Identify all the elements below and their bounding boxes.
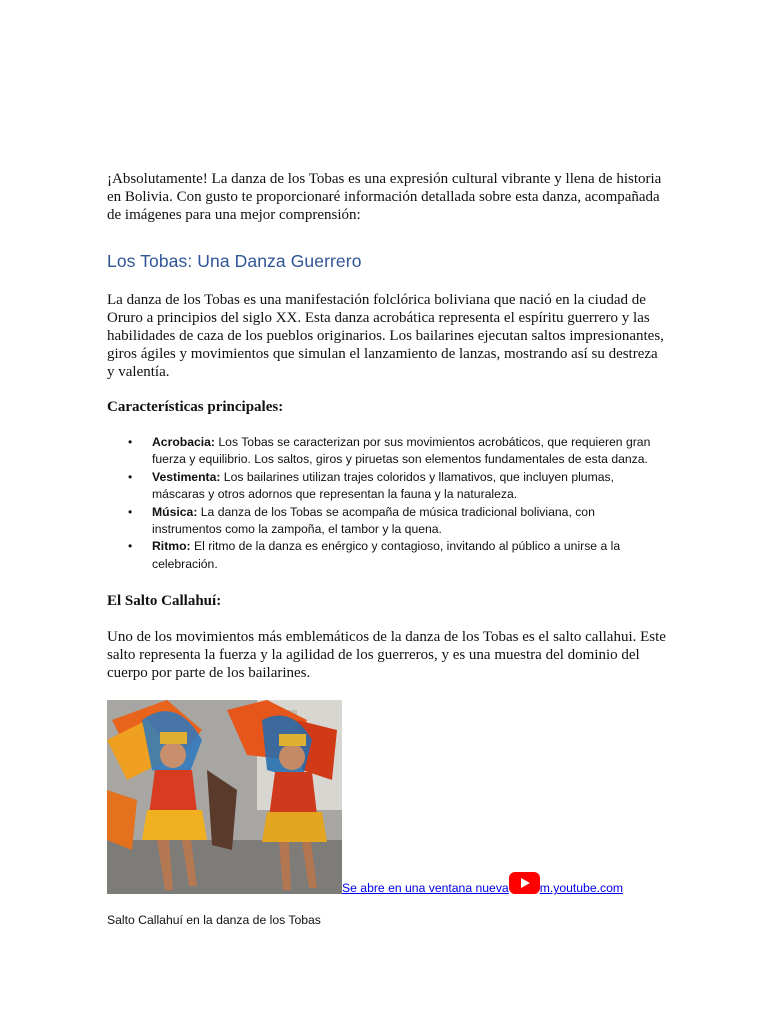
- youtube-icon[interactable]: [509, 872, 540, 894]
- features-list: [107, 434, 667, 573]
- media-row: [107, 700, 667, 894]
- source-links: [342, 872, 623, 896]
- feature-term: Vestimenta:: [152, 469, 221, 484]
- new-window-link[interactable]: Se abre en una ventana nueva: [342, 881, 509, 896]
- salto-paragraph: Uno de los movimientos más emblemáticos de la danza de los Tobas es el salto callahui. Este salto representa la fuerza y la agilidad de los guerreros, y es una muestra del dominio del cuerpo por parte de los bailarines.: [107, 629, 666, 682]
- feature-text: El ritmo de la danza es enérgico y contagioso, invitando al público a unirse a la celebración.: [152, 539, 621, 571]
- features-title: Características principales:: [107, 399, 284, 415]
- bullet-icon: •: [128, 504, 133, 519]
- image-caption: Salto Callahuí en la danza de los Tobas: [107, 913, 321, 928]
- intro-paragraph: ¡Absolutamente! La danza de los Tobas es una expresión cultural vibrante y llena de historia en Bolivia. Con gusto te proporcionaré información detallada sobre esta danza, acompañada de imágenes para una mejor comprensión:: [107, 171, 662, 223]
- feature-text: Los bailarines utilizan trajes coloridos y llamativos, que incluyen plumas, máscaras y otros adornos que representan la fauna y la naturaleza.: [152, 469, 614, 502]
- feature-text: La danza de los Tobas se acompaña de música tradicional boliviana, con instrumentos como la zampoña, el tambor y la quena.: [152, 504, 595, 537]
- feature-term: Música:: [152, 504, 198, 519]
- list-item: [128, 538, 667, 573]
- bullet-icon: •: [128, 469, 133, 484]
- dancers-photo-graphic: [107, 700, 342, 894]
- bullet-icon: •: [128, 539, 133, 554]
- list-item: [128, 434, 667, 469]
- feature-text: Los Tobas se caracterizan por sus movimientos acrobáticos, que requieren gran fuerza y equilibrio. Los saltos, giros y piruetas son elementos fundamentales de esta danza.: [152, 435, 651, 467]
- bullet-icon: •: [128, 435, 133, 449]
- section-heading: Los Tobas: Una Danza Guerrero: [107, 251, 362, 271]
- list-item: [128, 504, 667, 539]
- description-paragraph: La danza de los Tobas es una manifestación folclórica boliviana que nació en la ciudad de Oruro a principios del siglo XX. Esta danza acrobática representa el espíritu guerrero y las habilidades de caza de los pueblos originarios. Los bailarines ejecutan saltos impresionantes, giros ágiles y movimientos que simulan el lanzamiento de lanzas, mostrando así su destreza y valentía.: [107, 292, 664, 380]
- document-page: [107, 170, 667, 928]
- salto-title: El Salto Callahuí:: [107, 593, 222, 610]
- feature-term: Ritmo:: [152, 539, 191, 554]
- dancers-photo[interactable]: [107, 700, 342, 894]
- youtube-source-link[interactable]: m.youtube.com: [539, 881, 624, 896]
- list-item: [128, 469, 667, 504]
- feature-term: Acrobacia:: [152, 435, 215, 449]
